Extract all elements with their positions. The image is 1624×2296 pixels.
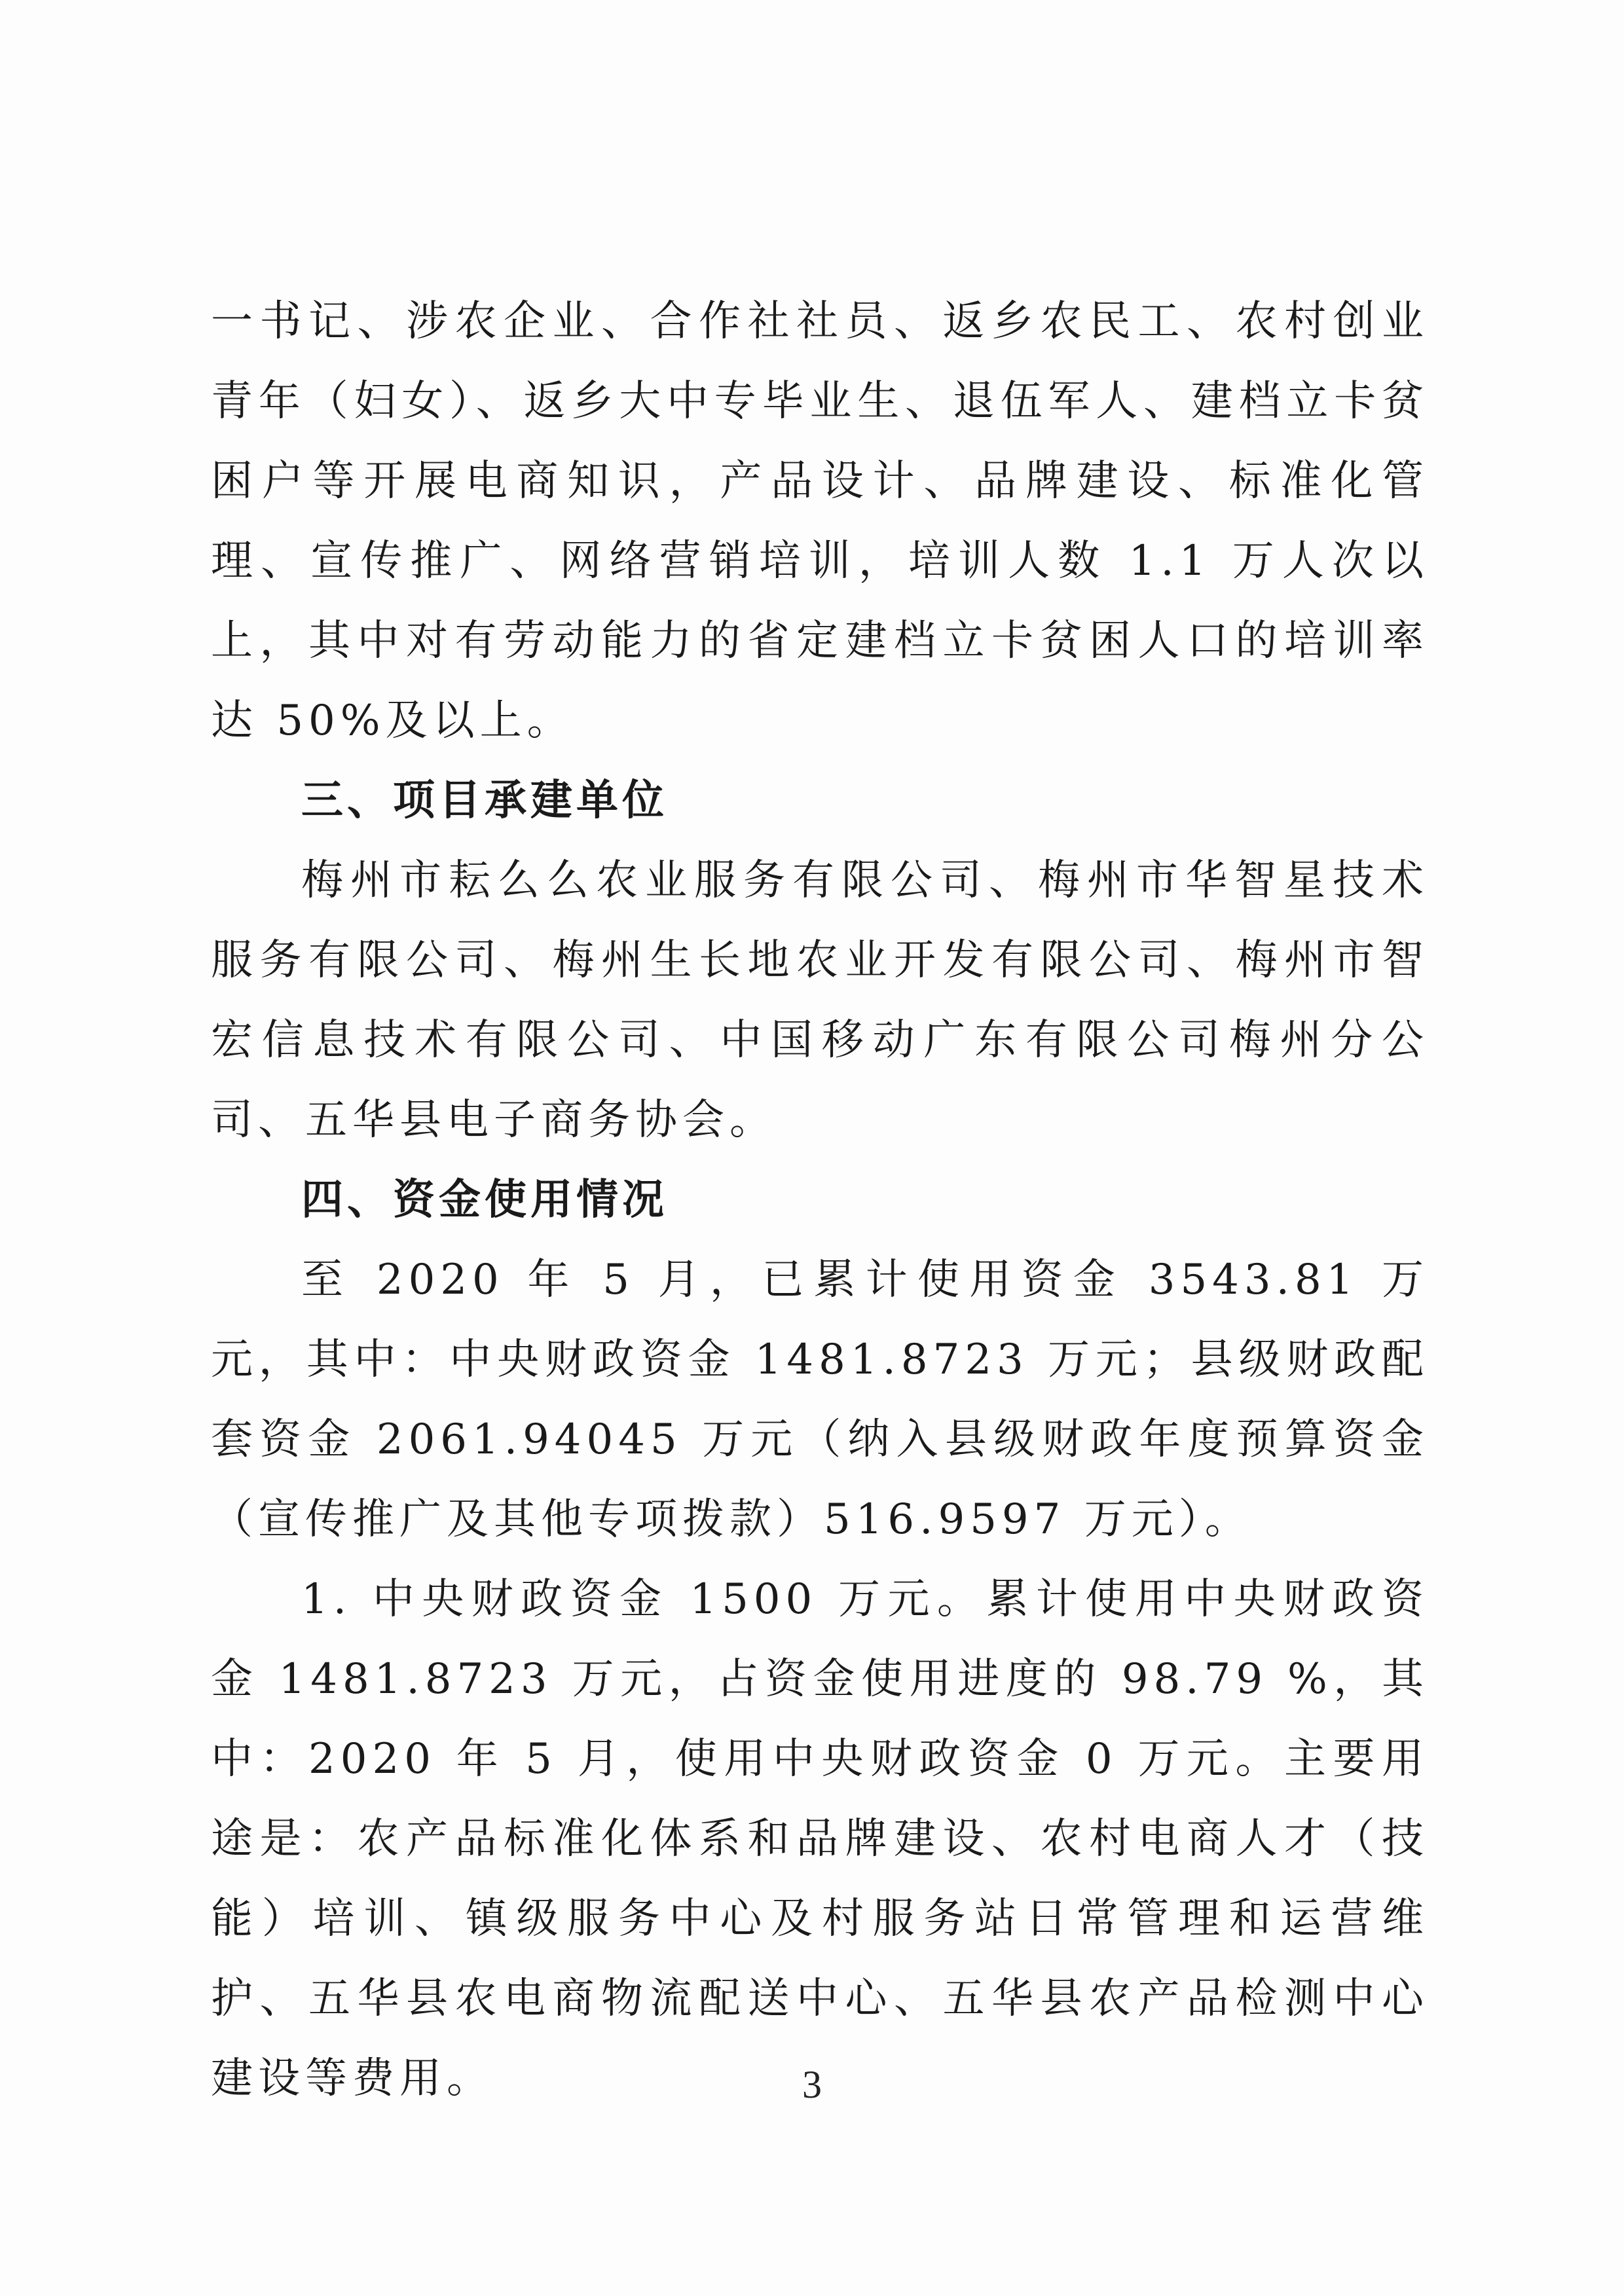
paragraph-central-funds: 1. 中央财政资金 1500 万元。累计使用中央财政资金 1481.8723 万元，占资金使用进度的 98.79 %，其中：2020 年 5 月，使用中央财政资金 0 万元。主要用途是：农产品标准化体系和品牌建设、农村电商人才（技能）培训、镇级服务中心及村服务站日常管理和运营维护、五华县农电商物流配送中心、五华县农产品检测中心建设等费用。 bbox=[211, 1575, 1429, 2103]
paragraph-training-targets: 一书记、涉农企业、合作社社员、返乡农民工、农村创业青年（妇女）、返乡大中专毕业生、退伍军人、建档立卡贫困户等开展电商知识，产品设计、品牌建设、标准化管理、宣传推广、网络营销培训，培训人数 1.1 万人次以上，其中对有劳动能力的省定建档立卡贫困人口的培训率达 50%及以上。 bbox=[211, 297, 1429, 745]
page-number: 3 bbox=[802, 2063, 822, 2106]
section-heading-contractors: 三、项目承建单位 bbox=[301, 776, 668, 825]
document-body bbox=[211, 282, 1429, 2119]
paragraph-fund-summary: 至 2020 年 5 月，已累计使用资金 3543.81 万元，其中：中央财政资金 1481.8723 万元；县级财政配套资金 2061.94045 万元（纳入县级财政年度预算资金（宣传推广及其他专项拨款）516.9597 万元）。 bbox=[211, 1256, 1429, 1544]
paragraph-contractors: 梅州市耘么么农业服务有限公司、梅州市华智星技术服务有限公司、梅州生长地农业开发有限公司、梅州市智宏信息技术有限公司、中国移动广东有限公司梅州分公司、五华县电子商务协会。 bbox=[211, 856, 1429, 1144]
section-heading-fund-usage: 四、资金使用情况 bbox=[301, 1176, 668, 1224]
